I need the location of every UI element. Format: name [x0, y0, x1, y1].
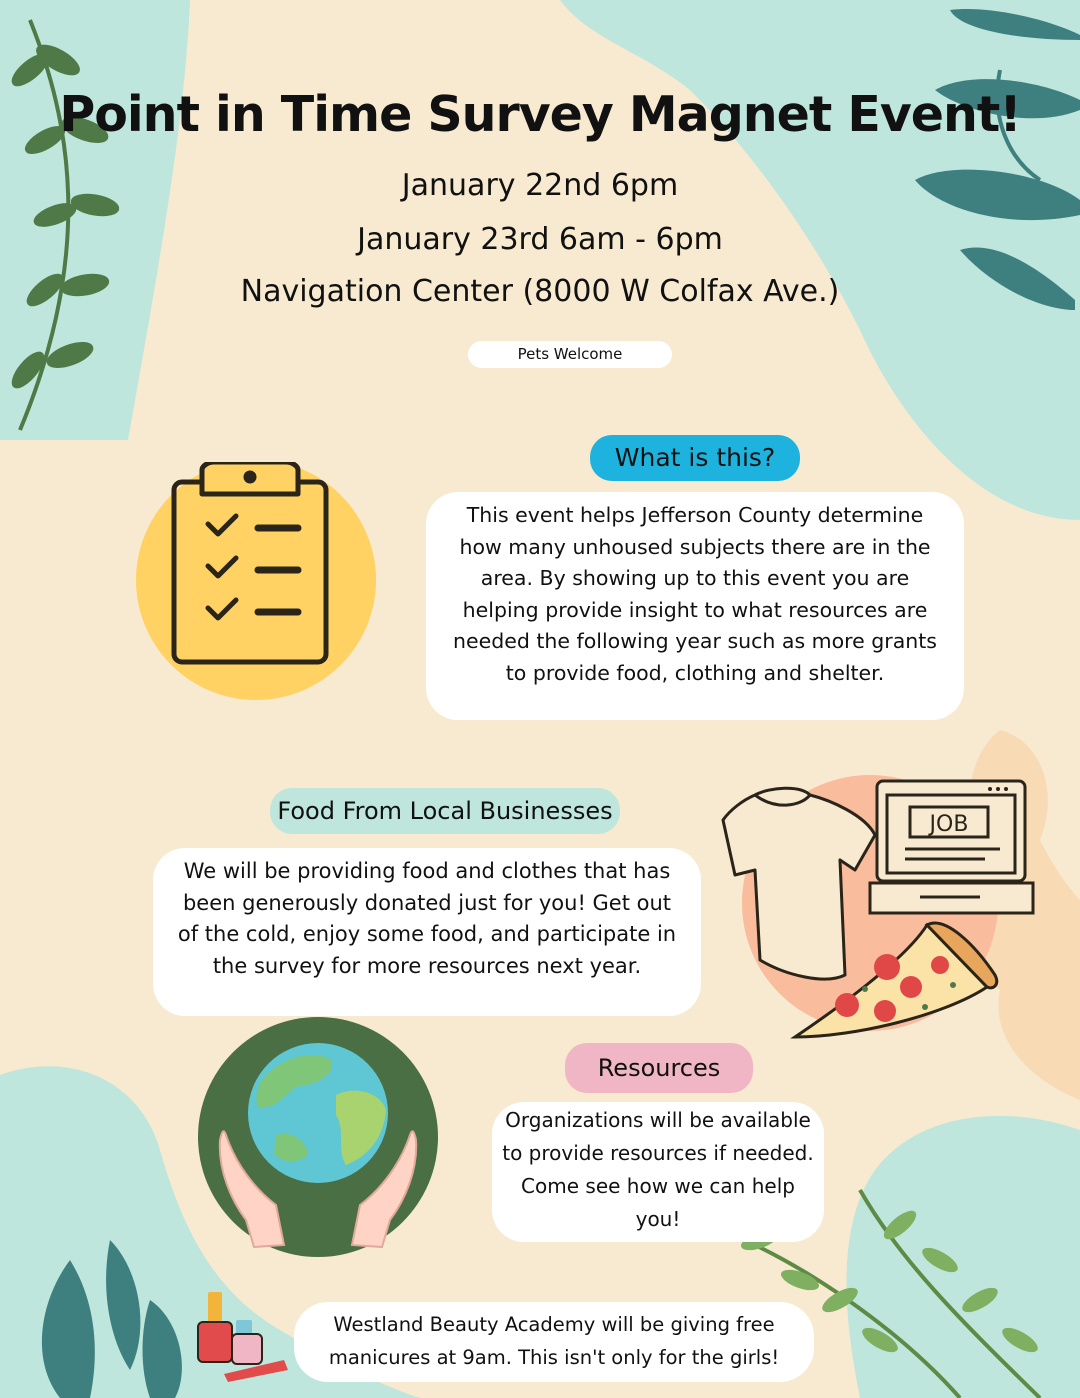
- resources-text: Organizations will be available to provide resources if needed. Come see how we can help you!: [502, 1108, 814, 1231]
- globe-hands-illustration: [196, 1015, 440, 1259]
- apparel-job-food-illustration: [715, 775, 1035, 1050]
- job-sign-label: JOB: [929, 812, 969, 837]
- pets-welcome-badge: Pets Welcome: [468, 341, 672, 368]
- event-date-2: January 23rd 6am - 6pm: [357, 222, 723, 257]
- resources-card: [492, 1102, 824, 1242]
- earth-globe-icon: [248, 1043, 388, 1183]
- event-title: Point in Time Survey Magnet Event!: [59, 86, 1021, 143]
- what-is-this-card: [426, 492, 964, 720]
- nail-polish-icon: [198, 1292, 288, 1382]
- clipboard-illustration: [118, 462, 394, 702]
- what-is-this-text: This event helps Jefferson County determine how many unhoused subjects there are in the area. By showing up to this event you are helping provide insight to what resources are needed the following year such as more grants to provide food, clothing and shelter.: [452, 503, 937, 685]
- resources-heading: Resources: [565, 1043, 753, 1093]
- manicure-card: [294, 1302, 814, 1382]
- mint-blob-bottom-right: [846, 1116, 1080, 1398]
- nail-polish-illustration: [196, 1290, 300, 1382]
- food-card: [153, 848, 701, 1016]
- laptop-icon: [870, 781, 1033, 913]
- what-is-this-heading: What is this?: [590, 435, 800, 481]
- event-location: Navigation Center (8000 W Colfax Ave.): [240, 274, 840, 309]
- manicure-text: Westland Beauty Academy will be giving free manicures at 9am. This isn't only for the girls!: [328, 1313, 780, 1369]
- event-date-1: January 22nd 6pm: [401, 168, 679, 203]
- food-text: We will be providing food and clothes that has been generously donated just for you! Get out of the cold, enjoy some food, and participate in the survey for more resources next year.: [177, 859, 677, 978]
- food-heading: Food From Local Businesses: [270, 788, 620, 834]
